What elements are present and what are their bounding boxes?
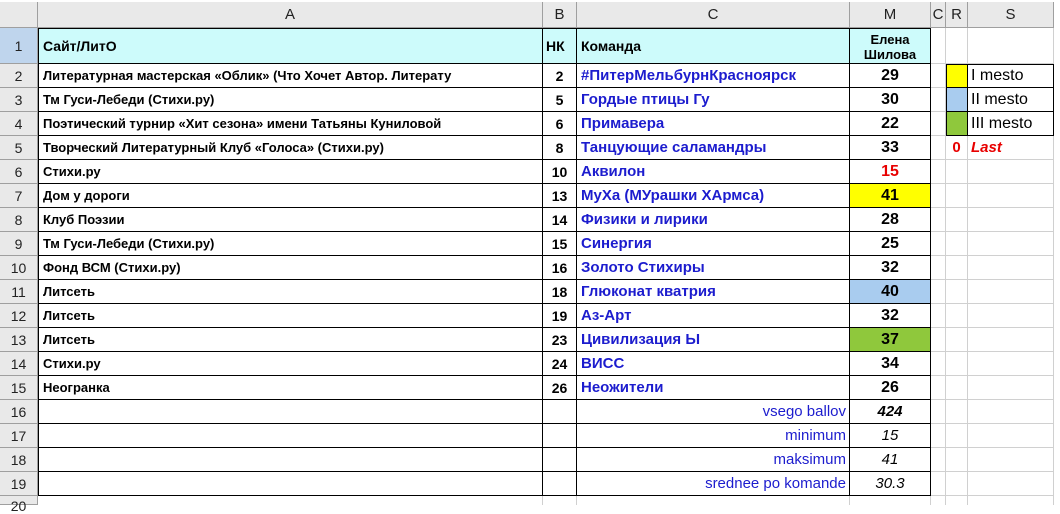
cell-R7[interactable] (946, 184, 968, 208)
row-header-11[interactable]: 11 (0, 280, 38, 304)
cell-B16[interactable] (543, 400, 577, 424)
row-header-7[interactable]: 7 (0, 184, 38, 208)
cell-Q15[interactable] (931, 376, 946, 400)
cell-C4[interactable]: Примавера (577, 112, 850, 136)
cell-S6[interactable] (968, 160, 1054, 184)
cell-B11[interactable]: 18 (543, 280, 577, 304)
cell-R12[interactable] (946, 304, 968, 328)
legend-label-2[interactable]: I mesto (968, 64, 1054, 88)
cell-C7[interactable]: МуХа (МУрашки ХАрмса) (577, 184, 850, 208)
row-filler (1054, 136, 1060, 160)
cell-C9[interactable]: Синергия (577, 232, 850, 256)
row1-filler (1054, 28, 1060, 64)
partial-cell-S[interactable] (968, 496, 1054, 505)
cell-S16[interactable] (968, 400, 1054, 424)
col-header-Q[interactable]: C (931, 2, 946, 28)
row-filler (1054, 256, 1060, 280)
cell-Q9[interactable] (931, 232, 946, 256)
cell-R18[interactable] (946, 448, 968, 472)
row-header-15[interactable]: 15 (0, 376, 38, 400)
cell-M1[interactable]: Елена Шилова (850, 28, 931, 64)
cell-B13[interactable]: 23 (543, 328, 577, 352)
row-header-8[interactable]: 8 (0, 208, 38, 232)
cell-Q19[interactable] (931, 472, 946, 496)
partial-cell-Q[interactable] (931, 496, 946, 505)
cell-C19[interactable]: srednee po komande (577, 472, 850, 496)
partial-filler (1054, 496, 1060, 505)
row-filler (1054, 112, 1060, 136)
row-header-20[interactable]: 20 (0, 496, 38, 505)
cell-R6[interactable] (946, 160, 968, 184)
cell-B2[interactable]: 2 (543, 64, 577, 88)
cell-A17[interactable] (38, 424, 543, 448)
cell-B6[interactable]: 10 (543, 160, 577, 184)
cell-Q8[interactable] (931, 208, 946, 232)
row-header-19[interactable]: 19 (0, 472, 38, 496)
cell-B15[interactable]: 26 (543, 376, 577, 400)
cell-Q1[interactable] (931, 28, 946, 64)
cell-A16[interactable] (38, 400, 543, 424)
cell-Q4[interactable] (931, 112, 946, 136)
cell-B1[interactable]: НК (543, 28, 577, 64)
cell-R8[interactable] (946, 208, 968, 232)
cell-A7[interactable]: Дом у дороги (38, 184, 543, 208)
cell-M9[interactable]: 25 (850, 232, 931, 256)
row-header-16[interactable]: 16 (0, 400, 38, 424)
cell-Q7[interactable] (931, 184, 946, 208)
cell-R16[interactable] (946, 400, 968, 424)
cell-A4[interactable]: Поэтический турнир «Хит сезона» имени Татьяны Куниловой (38, 112, 543, 136)
cell-S7[interactable] (968, 184, 1054, 208)
cell-B7[interactable]: 13 (543, 184, 577, 208)
cell-B12[interactable]: 19 (543, 304, 577, 328)
cell-S17[interactable] (968, 424, 1054, 448)
cell-S14[interactable] (968, 352, 1054, 376)
cell-Q14[interactable] (931, 352, 946, 376)
row-filler (1054, 448, 1060, 472)
cell-C6[interactable]: Аквилон (577, 160, 850, 184)
row-header-10[interactable]: 10 (0, 256, 38, 280)
cell-M13[interactable]: 37 (850, 328, 931, 352)
cell-A13[interactable]: Литсеть (38, 328, 543, 352)
cell-B5[interactable]: 8 (543, 136, 577, 160)
header-filler (1054, 2, 1060, 28)
cell-A11[interactable]: Литсеть (38, 280, 543, 304)
row-filler (1054, 232, 1060, 256)
legend-label-3[interactable]: II mesto (968, 88, 1054, 112)
cell-C2[interactable]: #ПитерМельбурнКрасноярск (577, 64, 850, 88)
cell-R19[interactable] (946, 472, 968, 496)
cell-R14[interactable] (946, 352, 968, 376)
cell-A15[interactable]: Неогранка (38, 376, 543, 400)
cell-A18[interactable] (38, 448, 543, 472)
row-header-5[interactable]: 5 (0, 136, 38, 160)
cell-Q18[interactable] (931, 448, 946, 472)
row-filler (1054, 376, 1060, 400)
cell-C5[interactable]: Танцующие саламандры (577, 136, 850, 160)
cell-C13[interactable]: Цивилизация Ы (577, 328, 850, 352)
row-header-12[interactable]: 12 (0, 304, 38, 328)
cell-B18[interactable] (543, 448, 577, 472)
cell-A9[interactable]: Тм Гуси-Лебеди (Стихи.ру) (38, 232, 543, 256)
cell-M5[interactable]: 33 (850, 136, 931, 160)
cell-S19[interactable] (968, 472, 1054, 496)
partial-cell-M[interactable] (850, 496, 931, 505)
row-header-2[interactable]: 2 (0, 64, 38, 88)
cell-M4[interactable]: 22 (850, 112, 931, 136)
row-header-6[interactable]: 6 (0, 160, 38, 184)
cell-M15[interactable]: 26 (850, 376, 931, 400)
cell-S9[interactable] (968, 232, 1054, 256)
cell-M14[interactable]: 34 (850, 352, 931, 376)
row-header-13[interactable]: 13 (0, 328, 38, 352)
cell-B10[interactable]: 16 (543, 256, 577, 280)
row-filler (1054, 160, 1060, 184)
cell-B4[interactable]: 6 (543, 112, 577, 136)
cell-S18[interactable] (968, 448, 1054, 472)
cell-A5[interactable]: Творческий Литературный Клуб «Голоса» (Стихи.ру) (38, 136, 543, 160)
partial-cell-A[interactable] (38, 496, 543, 505)
cell-Q2[interactable] (931, 64, 946, 88)
row-header-3[interactable]: 3 (0, 88, 38, 112)
row-filler (1054, 352, 1060, 376)
cell-A8[interactable]: Клуб Поэзии (38, 208, 543, 232)
cell-B19[interactable] (543, 472, 577, 496)
cell-Q5[interactable] (931, 136, 946, 160)
cell-A3[interactable]: Тм Гуси-Лебеди (Стихи.ру) (38, 88, 543, 112)
cell-R1[interactable] (946, 28, 968, 64)
cell-A10[interactable]: Фонд ВСМ (Стихи.ру) (38, 256, 543, 280)
row-header-14[interactable]: 14 (0, 352, 38, 376)
cell-M11[interactable]: 40 (850, 280, 931, 304)
cell-B9[interactable]: 15 (543, 232, 577, 256)
cell-A12[interactable]: Литсеть (38, 304, 543, 328)
legend-last-cell[interactable]: Last (968, 136, 1054, 160)
row-filler (1054, 184, 1060, 208)
cell-M3[interactable]: 30 (850, 88, 931, 112)
col-header-C[interactable]: C (577, 2, 850, 28)
cell-M2[interactable]: 29 (850, 64, 931, 88)
col-header-S[interactable]: S (968, 2, 1054, 28)
col-header-R[interactable]: R (946, 2, 968, 28)
partial-cell-B[interactable] (543, 496, 577, 505)
cell-B3[interactable]: 5 (543, 88, 577, 112)
cell-C14[interactable]: ВИСС (577, 352, 850, 376)
cell-S11[interactable] (968, 280, 1054, 304)
cell-Q12[interactable] (931, 304, 946, 328)
legend-swatch-4[interactable] (946, 112, 968, 136)
cell-C18[interactable]: maksimum (577, 448, 850, 472)
row-filler (1054, 328, 1060, 352)
cell-C15[interactable]: Неожители (577, 376, 850, 400)
cell-R13[interactable] (946, 328, 968, 352)
cell-C3[interactable]: Гордые птицы Гу (577, 88, 850, 112)
cell-Q10[interactable] (931, 256, 946, 280)
cell-R11[interactable] (946, 280, 968, 304)
legend-swatch-3[interactable] (946, 88, 968, 112)
cell-Q6[interactable] (931, 160, 946, 184)
cell-A14[interactable]: Стихи.ру (38, 352, 543, 376)
row-filler (1054, 304, 1060, 328)
cell-M10[interactable]: 32 (850, 256, 931, 280)
legend-swatch-2[interactable] (946, 64, 968, 88)
cell-C10[interactable]: Золото Стихиры (577, 256, 850, 280)
cell-M16[interactable]: 424 (850, 400, 931, 424)
cell-A19[interactable] (38, 472, 543, 496)
row-header-17[interactable]: 17 (0, 424, 38, 448)
cell-Q13[interactable] (931, 328, 946, 352)
cell-S15[interactable] (968, 376, 1054, 400)
row-filler (1054, 472, 1060, 496)
cell-A1[interactable]: Сайт/ЛитО (38, 28, 543, 64)
cell-Q16[interactable] (931, 400, 946, 424)
cell-C17[interactable]: minimum (577, 424, 850, 448)
col-header-A[interactable]: A (38, 2, 543, 28)
cell-C1[interactable]: Команда (577, 28, 850, 64)
cell-C11[interactable]: Глюконат кватрия (577, 280, 850, 304)
legend-zero-cell[interactable]: 0 (946, 136, 968, 160)
select-all-corner[interactable] (0, 2, 38, 28)
row-filler (1054, 64, 1060, 88)
partial-cell-C[interactable] (577, 496, 850, 505)
row-filler (1054, 88, 1060, 112)
cell-M12[interactable]: 32 (850, 304, 931, 328)
cell-S10[interactable] (968, 256, 1054, 280)
row-filler (1054, 208, 1060, 232)
cell-R10[interactable] (946, 256, 968, 280)
cell-S12[interactable] (968, 304, 1054, 328)
col-header-B[interactable]: B (543, 2, 577, 28)
row-header-4[interactable]: 4 (0, 112, 38, 136)
cell-A6[interactable]: Стихи.ру (38, 160, 543, 184)
row-filler (1054, 424, 1060, 448)
cell-R15[interactable] (946, 376, 968, 400)
cell-Q3[interactable] (931, 88, 946, 112)
cell-A2[interactable]: Литературная мастерская «Облик» (Что Хочет Автор. Литерату (38, 64, 543, 88)
partial-cell-R[interactable] (946, 496, 968, 505)
cell-M17[interactable]: 15 (850, 424, 931, 448)
cell-R17[interactable] (946, 424, 968, 448)
cell-R9[interactable] (946, 232, 968, 256)
cell-Q17[interactable] (931, 424, 946, 448)
cell-C12[interactable]: Аз-Арт (577, 304, 850, 328)
cell-B14[interactable]: 24 (543, 352, 577, 376)
cell-M6[interactable]: 15 (850, 160, 931, 184)
cell-B17[interactable] (543, 424, 577, 448)
cell-B8[interactable]: 14 (543, 208, 577, 232)
cell-S8[interactable] (968, 208, 1054, 232)
row-filler (1054, 400, 1060, 424)
cell-S13[interactable] (968, 328, 1054, 352)
col-header-M[interactable]: M (850, 2, 931, 28)
cell-Q11[interactable] (931, 280, 946, 304)
row-header-18[interactable]: 18 (0, 448, 38, 472)
cell-C8[interactable]: Физики и лирики (577, 208, 850, 232)
legend-label-4[interactable]: III mesto (968, 112, 1054, 136)
row-filler (1054, 280, 1060, 304)
cell-M7[interactable]: 41 (850, 184, 931, 208)
cell-M19[interactable]: 30.3 (850, 472, 931, 496)
cell-M8[interactable]: 28 (850, 208, 931, 232)
cell-S1[interactable] (968, 28, 1054, 64)
row-header-1[interactable]: 1 (0, 28, 38, 64)
cell-C16[interactable]: vsego ballov (577, 400, 850, 424)
cell-M18[interactable]: 41 (850, 448, 931, 472)
row-header-9[interactable]: 9 (0, 232, 38, 256)
